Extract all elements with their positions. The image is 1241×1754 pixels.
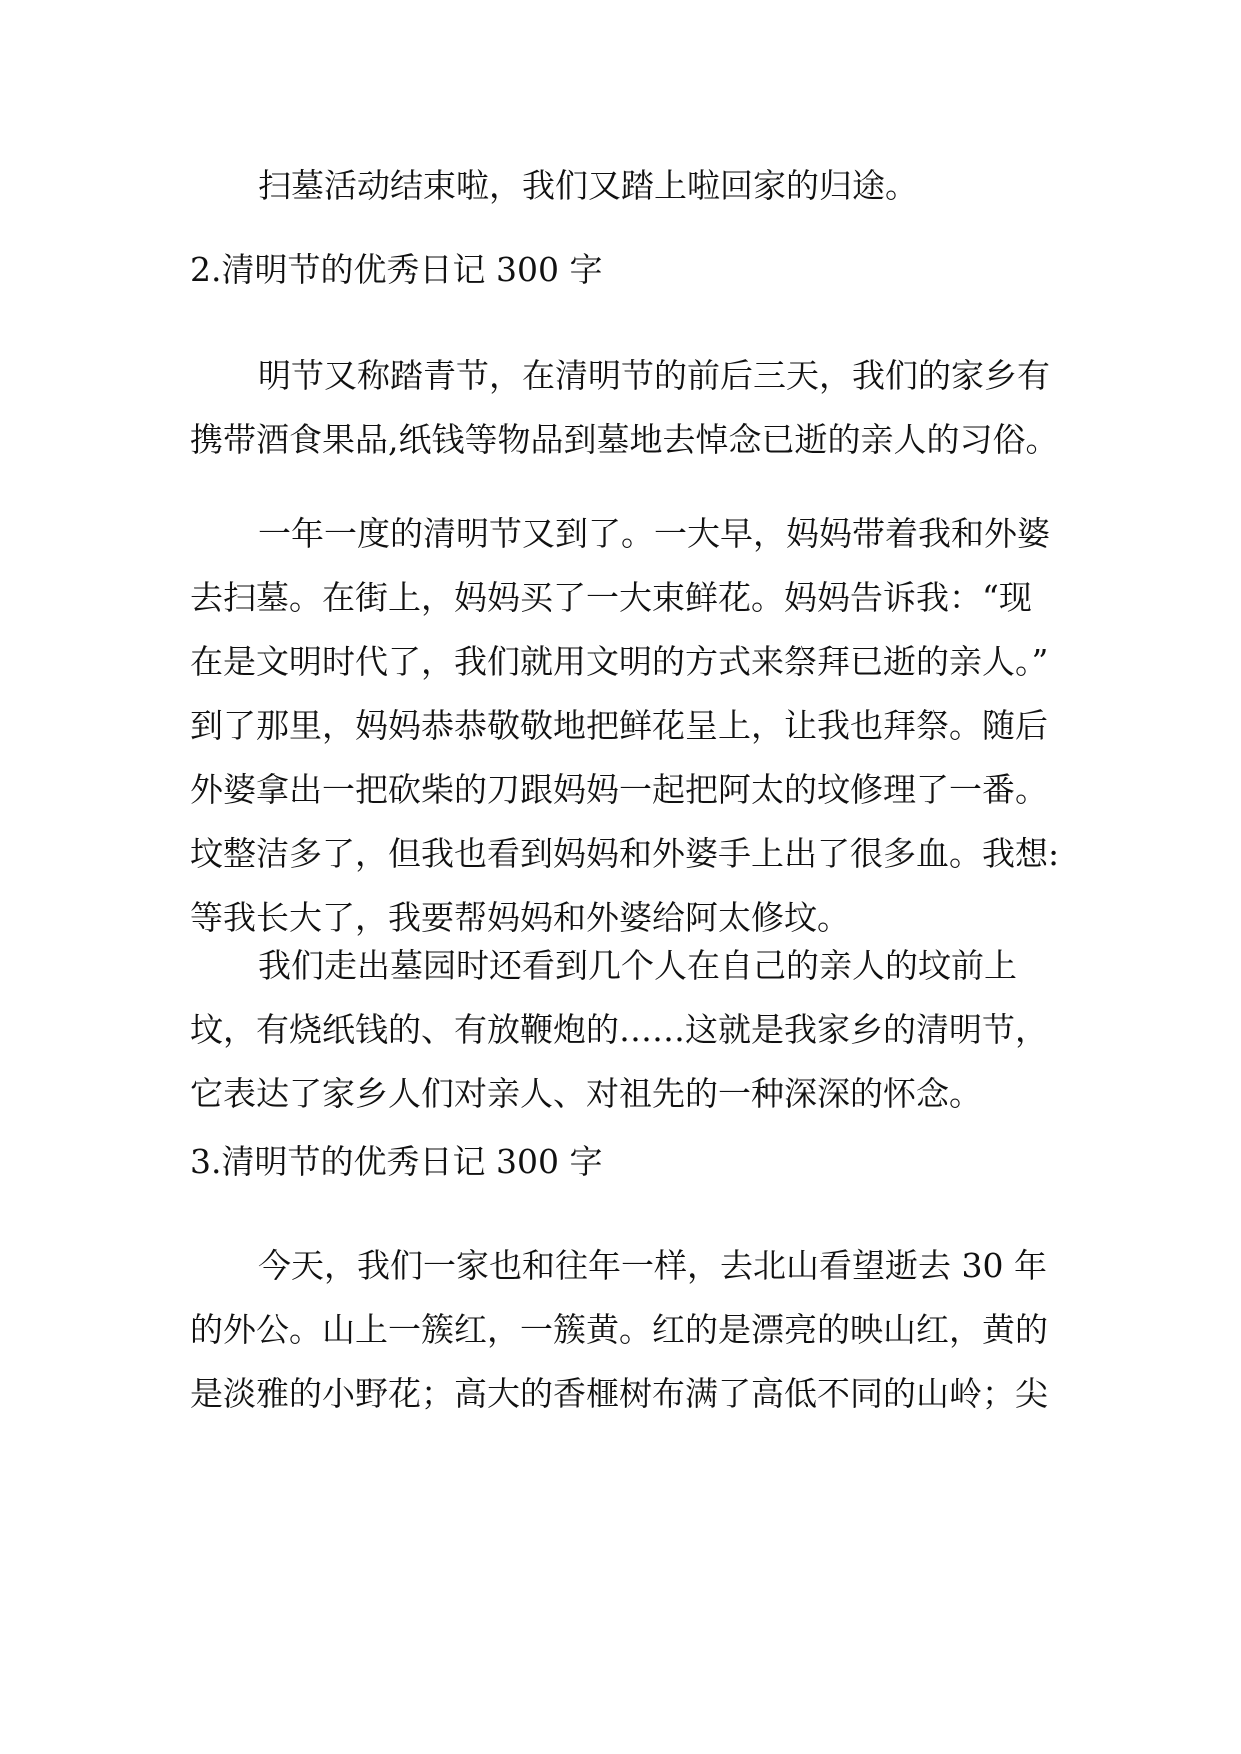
paragraph-line: 到了那里，妈妈恭恭敬敬地把鲜花呈上，让我也拜祭。随后 [190, 706, 1048, 745]
paragraph-2 [190, 344, 1060, 472]
paragraph-5 [190, 1234, 1060, 1426]
paragraph-line: 一年一度的清明节又到了。一大早，妈妈带着我和外婆 [258, 514, 1050, 553]
paragraph-1 [190, 154, 1060, 218]
paragraph-line: 扫墓活动结束啦，我们又踏上啦回家的归途。 [258, 166, 918, 205]
paragraph-line: 今天，我们一家也和往年一样，去北山看望逝去 30 年 [258, 1246, 1047, 1285]
paragraph-4 [190, 934, 1060, 1126]
paragraph-line: 外婆拿出一把砍柴的刀跟妈妈一起把阿太的坟修理了一番。 [190, 770, 1048, 809]
paragraph-line: 等我长大了，我要帮妈妈和外婆给阿太修坟。 [190, 898, 850, 937]
paragraph-line: 在是文明时代了，我们就用文明的方式来祭拜已逝的亲人。” [190, 642, 1049, 681]
paragraph-3 [190, 502, 1060, 950]
paragraph-line: 明节又称踏青节，在清明节的前后三天，我们的家乡有 [258, 356, 1050, 395]
paragraph-line: 我们走出墓园时还看到几个人在自己的亲人的坟前上 [258, 946, 1017, 985]
section-heading-2 [190, 238, 1060, 302]
paragraph-line: 坟整洁多了，但我也看到妈妈和外婆手上出了很多血。我想: [190, 834, 1060, 873]
section-heading-3 [190, 1130, 1060, 1194]
paragraph-line: 携带酒食果品,纸钱等物品到墓地去悼念已逝的亲人的习俗。 [190, 420, 1059, 459]
paragraph-line: 的外公。山上一簇红，一簇黄。红的是漂亮的映山红，黄的 [190, 1310, 1048, 1349]
paragraph-line: 是淡雅的小野花；高大的香榧树布满了高低不同的山岭；尖 [190, 1374, 1048, 1413]
heading-text: 3.清明节的优秀日记 300 字 [190, 1142, 603, 1181]
paragraph-line: 坟，有烧纸钱的、有放鞭炮的……这就是我家乡的清明节， [190, 1010, 1048, 1049]
heading-text: 2.清明节的优秀日记 300 字 [190, 250, 603, 289]
paragraph-line: 去扫墓。在街上，妈妈买了一大束鲜花。妈妈告诉我：“现 [190, 578, 1032, 617]
paragraph-line: 它表达了家乡人们对亲人、对祖先的一种深深的怀念。 [190, 1074, 982, 1113]
